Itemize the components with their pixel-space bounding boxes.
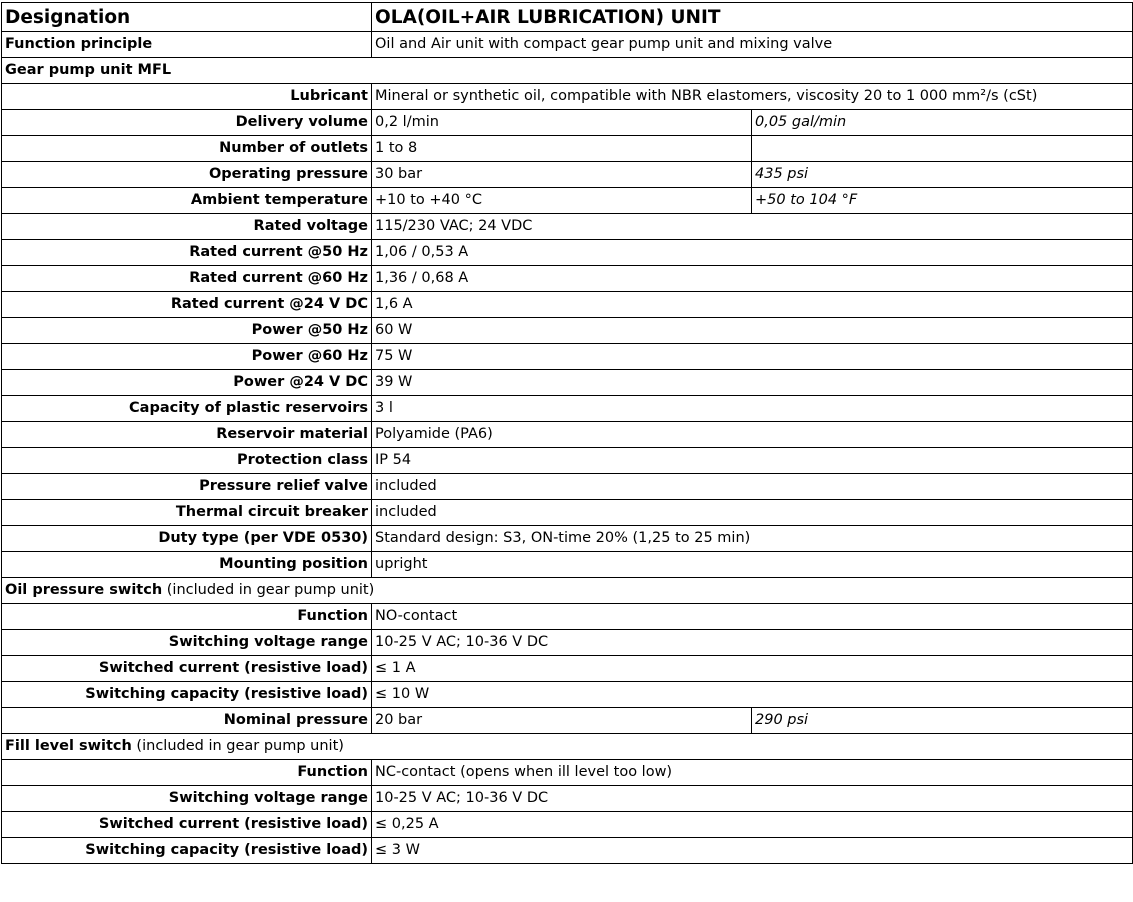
row-label: Delivery volume	[2, 110, 372, 136]
table-row	[2, 604, 1133, 630]
table-row	[2, 396, 1133, 422]
section-row	[2, 734, 1133, 760]
function-principle-label: Function principle	[2, 32, 372, 58]
table-row	[2, 84, 1133, 110]
row-imperial-value: 0,05 gal/min	[752, 110, 1133, 136]
table-row	[2, 214, 1133, 240]
table-row	[2, 136, 1133, 162]
table-row	[2, 656, 1133, 682]
row-value: upright	[372, 552, 1133, 578]
row-imperial-value	[752, 136, 1133, 162]
fill-switch-heading	[2, 734, 1133, 760]
row-label: Number of outlets	[2, 136, 372, 162]
row-value: 30 bar	[372, 162, 752, 188]
row-label: Switched current (resistive load)	[2, 812, 372, 838]
row-value: 1,6 A	[372, 292, 1133, 318]
table-row	[2, 370, 1133, 396]
row-value: ≤ 0,25 A	[372, 812, 1133, 838]
fill-switch-subtitle: (included in gear pump unit)	[131, 738, 344, 754]
row-label: Function	[2, 604, 372, 630]
row-value: 10-25 V AC; 10-36 V DC	[372, 786, 1133, 812]
spec-table	[1, 2, 1133, 864]
row-imperial-value: +50 to 104 °F	[752, 188, 1133, 214]
header-row	[2, 3, 1133, 32]
row-value: Polyamide (PA6)	[372, 422, 1133, 448]
row-label: Switching capacity (resistive load)	[2, 682, 372, 708]
gear-pump-title: Gear pump unit MFL	[2, 58, 1133, 84]
row-value: 0,2 l/min	[372, 110, 752, 136]
table-row	[2, 474, 1133, 500]
table-row	[2, 318, 1133, 344]
row-value: 115/230 VAC; 24 VDC	[372, 214, 1133, 240]
row-imperial-value: 290 psi	[752, 708, 1133, 734]
table-row	[2, 630, 1133, 656]
row-label: Function	[2, 760, 372, 786]
oil-switch-subtitle: (included in gear pump unit)	[162, 582, 375, 598]
row-label: Pressure relief valve	[2, 474, 372, 500]
row-label: Ambient temperature	[2, 188, 372, 214]
function-principle-row	[2, 32, 1133, 58]
row-value: 1,06 / 0,53 A	[372, 240, 1133, 266]
row-value: Standard design: S3, ON-time 20% (1,25 to 25 min)	[372, 526, 1133, 552]
row-value: ≤ 1 A	[372, 656, 1133, 682]
row-label: Reservoir material	[2, 422, 372, 448]
table-row	[2, 188, 1133, 214]
section-row	[2, 58, 1133, 84]
row-value: 1,36 / 0,68 A	[372, 266, 1133, 292]
table-row	[2, 266, 1133, 292]
designation-value: OLA(OIL+AIR LUBRICATION) UNIT	[372, 3, 1133, 32]
row-label: Nominal pressure	[2, 708, 372, 734]
row-label: Switching voltage range	[2, 786, 372, 812]
table-row	[2, 448, 1133, 474]
row-value: IP 54	[372, 448, 1133, 474]
row-label: Capacity of plastic reservoirs	[2, 396, 372, 422]
row-value: included	[372, 474, 1133, 500]
row-value: included	[372, 500, 1133, 526]
oil-switch-title: Oil pressure switch	[5, 582, 163, 598]
row-label: Power @24 V DC	[2, 370, 372, 396]
row-value: NO-contact	[372, 604, 1133, 630]
row-label: Power @60 Hz	[2, 344, 372, 370]
row-value: 60 W	[372, 318, 1133, 344]
row-value: 75 W	[372, 344, 1133, 370]
table-row	[2, 526, 1133, 552]
row-value: ≤ 3 W	[372, 838, 1133, 864]
row-value: 10-25 V AC; 10-36 V DC	[372, 630, 1133, 656]
oil-switch-heading	[2, 578, 1133, 604]
row-label: Thermal circuit breaker	[2, 500, 372, 526]
row-label: Lubricant	[2, 84, 372, 110]
table-row	[2, 162, 1133, 188]
table-row	[2, 786, 1133, 812]
fill-switch-title: Fill level switch	[5, 738, 132, 754]
table-row	[2, 552, 1133, 578]
row-value: 3 l	[372, 396, 1133, 422]
function-principle-value: Oil and Air unit with compact gear pump unit and mixing valve	[372, 32, 1133, 58]
row-label: Rated current @50 Hz	[2, 240, 372, 266]
row-value: NC-contact (opens when ill level too low)	[372, 760, 1133, 786]
table-row	[2, 500, 1133, 526]
table-row	[2, 708, 1133, 734]
table-row	[2, 682, 1133, 708]
row-label: Duty type (per VDE 0530)	[2, 526, 372, 552]
row-imperial-value: 435 psi	[752, 162, 1133, 188]
table-row	[2, 422, 1133, 448]
row-label: Switched current (resistive load)	[2, 656, 372, 682]
row-label: Rated current @60 Hz	[2, 266, 372, 292]
row-label: Rated voltage	[2, 214, 372, 240]
table-row	[2, 760, 1133, 786]
row-label: Rated current @24 V DC	[2, 292, 372, 318]
table-row	[2, 292, 1133, 318]
table-row	[2, 344, 1133, 370]
section-row	[2, 578, 1133, 604]
table-row	[2, 240, 1133, 266]
row-value: ≤ 10 W	[372, 682, 1133, 708]
row-label: Power @50 Hz	[2, 318, 372, 344]
row-value: 39 W	[372, 370, 1133, 396]
table-row	[2, 110, 1133, 136]
row-value: 20 bar	[372, 708, 752, 734]
row-value: +10 to +40 °C	[372, 188, 752, 214]
table-row	[2, 838, 1133, 864]
row-label: Switching voltage range	[2, 630, 372, 656]
row-value: Mineral or synthetic oil, compatible with NBR elastomers, viscosity 20 to 1 000 mm²/s (cSt)	[372, 84, 1133, 110]
row-label: Operating pressure	[2, 162, 372, 188]
table-row	[2, 812, 1133, 838]
designation-label: Designation	[2, 3, 372, 32]
row-label: Switching capacity (resistive load)	[2, 838, 372, 864]
row-value: 1 to 8	[372, 136, 752, 162]
row-label: Protection class	[2, 448, 372, 474]
row-label: Mounting position	[2, 552, 372, 578]
